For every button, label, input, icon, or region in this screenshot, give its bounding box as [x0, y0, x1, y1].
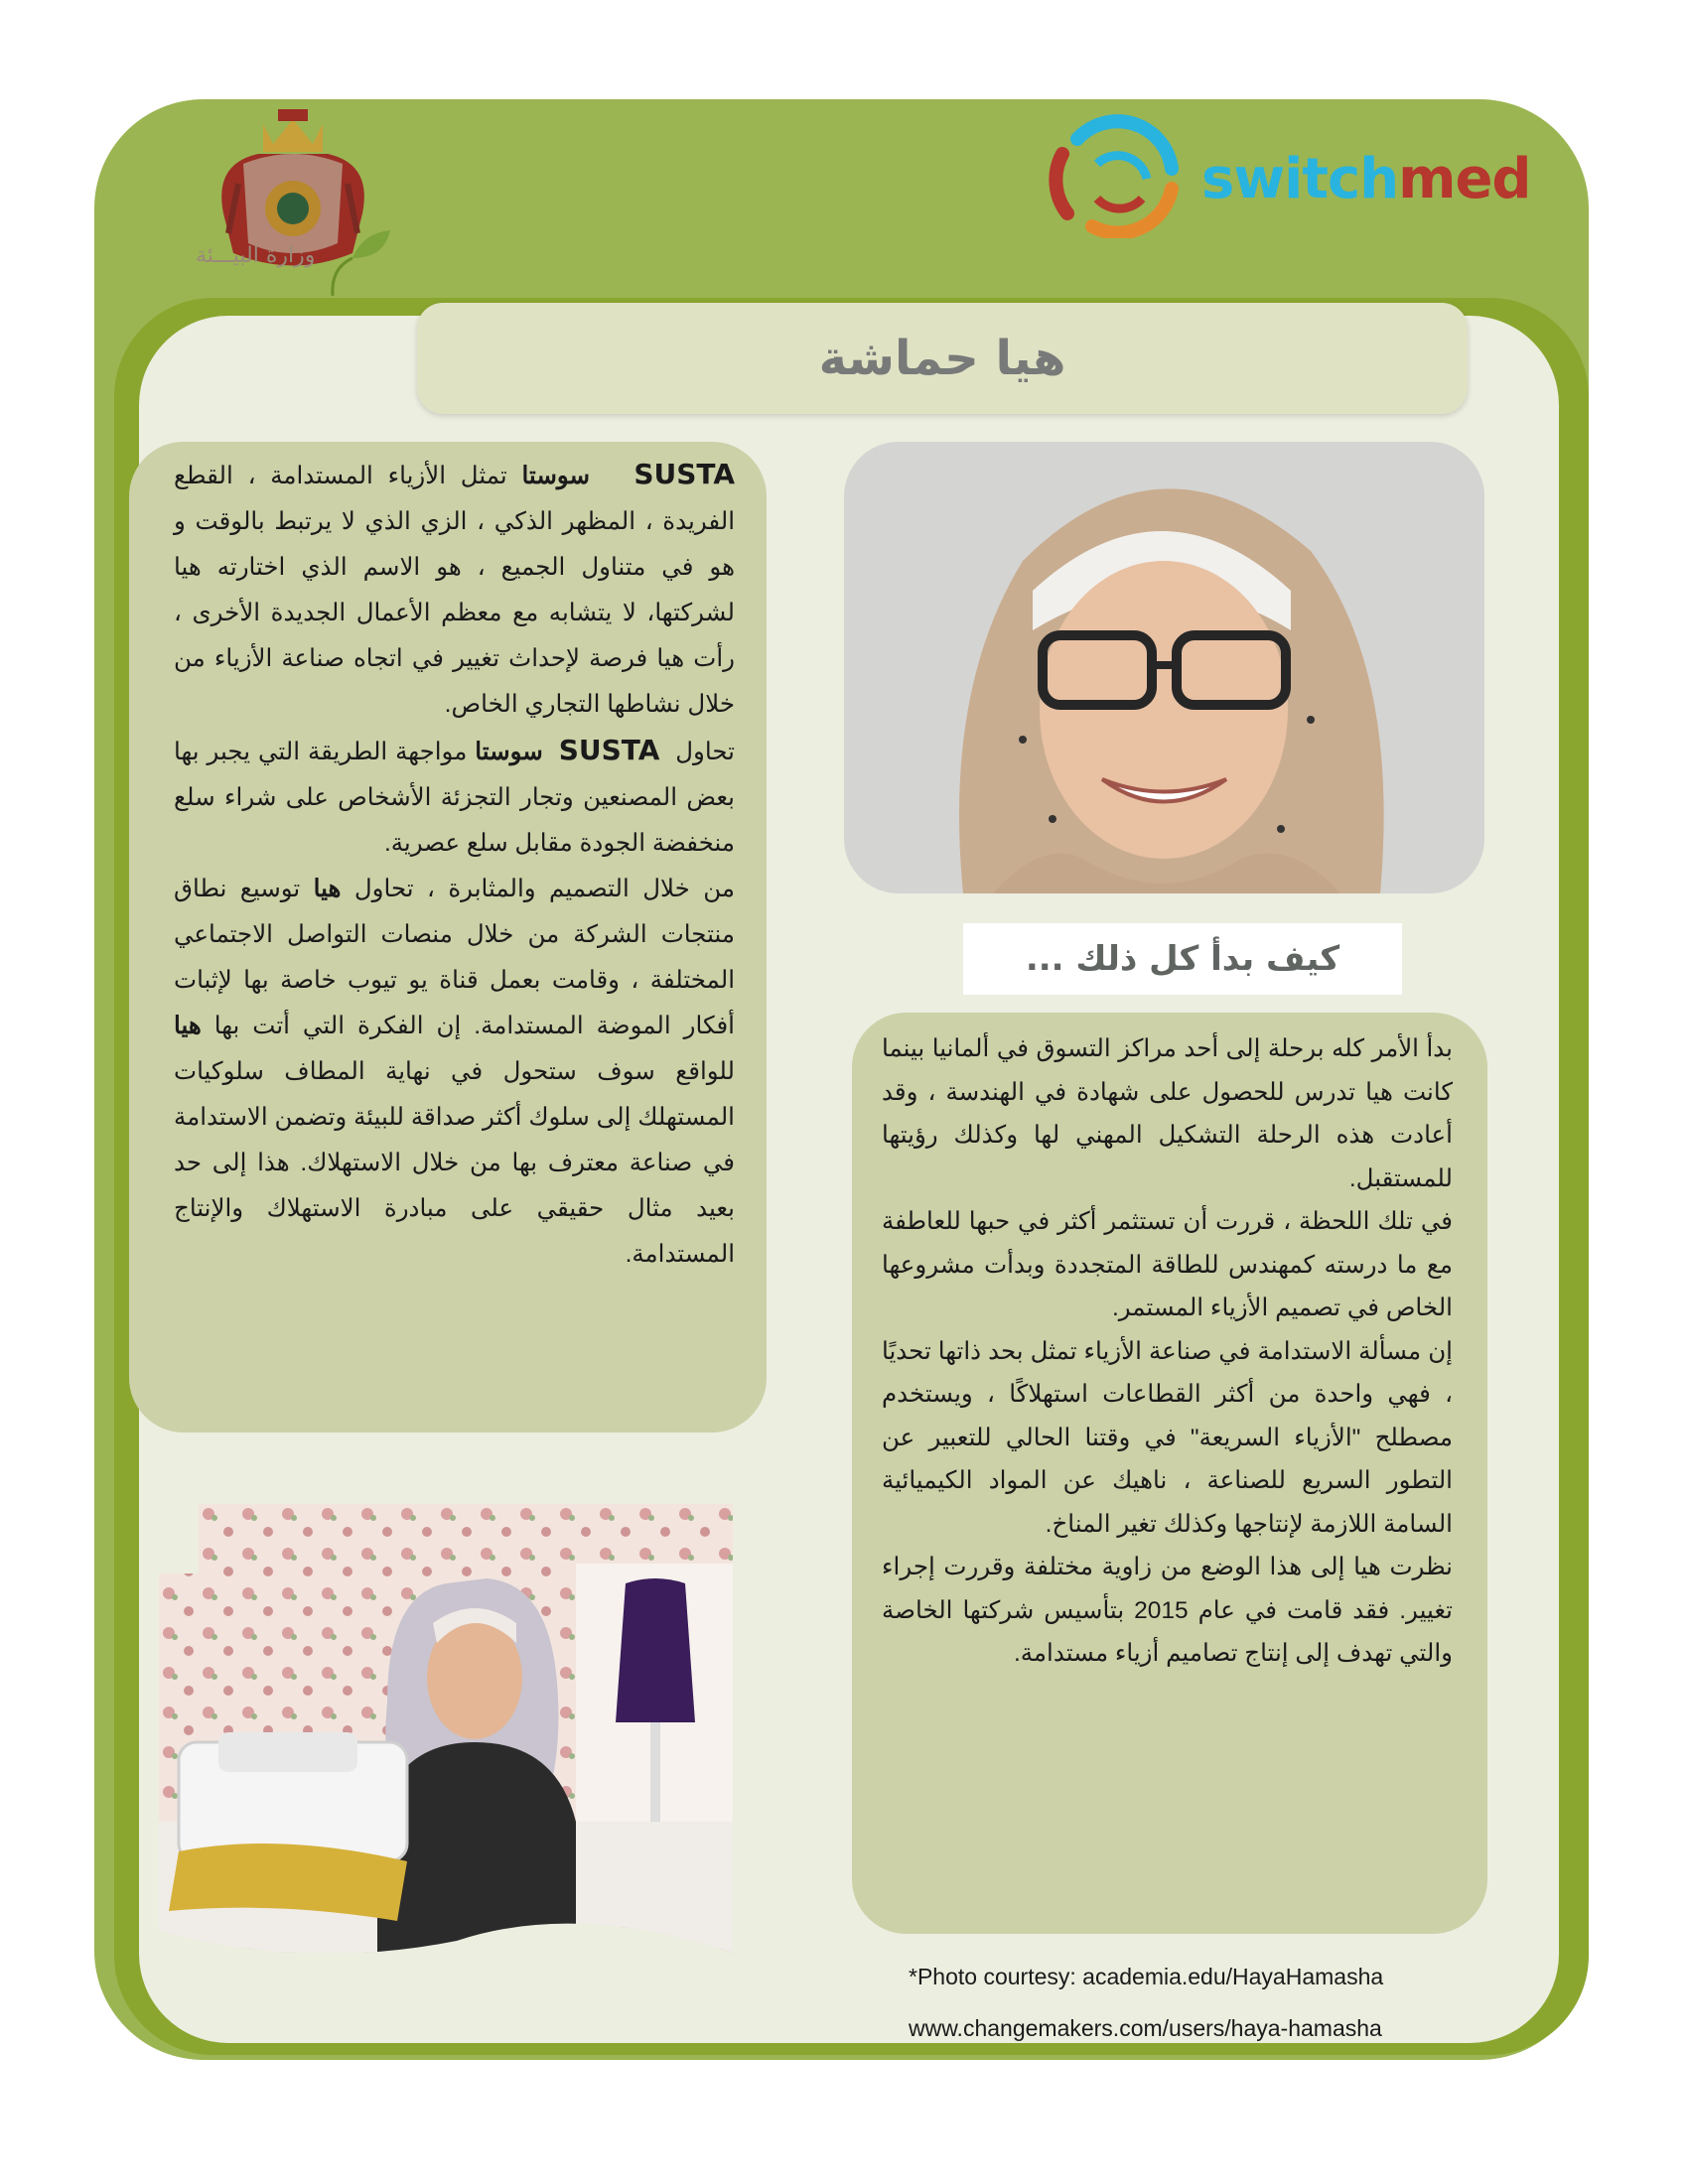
ministry-name: وزارة البيـــئة — [196, 243, 316, 268]
portrait-image — [844, 442, 1484, 893]
paragraph-3: من خلال التصميم والمثابرة ، تحاول هيا توسيع نطاق منتجات الشركة من خلال منصات التواصل الاجتماعي المختلفة ، وقامت بعمل قناة يو تيوب خاصة بها لإثبات أفكار الموضة المستدامة. إن الفكرة التي أتت بها هيا للواقع سوف ستحول في نهاية المطاف سلوكيات المستهلك إلى سلوك أكثر صداقة للبيئة وتضمن الاستدامة في صناعة معترف بها من خلال الاستهلاك. هذا إلى حد بعيد مثال حقيقي على مبادرة الاستهلاك والإنتاج المستدامة. — [174, 876, 735, 1268]
paragraph-6: إن مسألة الاستدامة في صناعة الأزياء تمثل بحد ذاتها تحديًا ، فهي واحدة من أكثر القطاعات استهلاكًا ، ويستخدم مصطلح "الأزياء السريعة" في وقتنا الحالي للتعبير عن التطور السريع للصناعة ، ناهيك عن المواد الكيميائية السامة اللازمة لإنتاجها وكذلك تغير المناخ. — [882, 1337, 1453, 1538]
sewing-image — [159, 1504, 733, 1953]
source-url[interactable]: www.changemakers.com/users/haya-hamasha — [909, 2015, 1382, 2041]
leaf-icon — [313, 228, 392, 298]
portrait-photo — [844, 442, 1484, 893]
subtitle: كيف بدأ كل ذلك ... — [1025, 939, 1340, 979]
paragraph-5: في تلك اللحظة ، قررت أن تستثمر أكثر في حبها للعاطفة مع ما درسته كمهندس للطاقة المتجددة وبدأت مشروعها الخاص في تصميم الأزياء المستمر. — [882, 1208, 1453, 1321]
photo-credit: *Photo courtesy: academia.edu/HayaHamasha — [909, 1964, 1384, 1989]
sewing-photo — [159, 1504, 733, 1953]
page-title: هيا حماشة — [818, 331, 1066, 386]
paragraph-4: بدأ الأمر كله برحلة إلى أحد مراكز التسوق في ألمانيا بينما كانت هيا تدرس للحصول على شهادة في الهندسة ، وقد أعادت هذه الرحلة التشكيل المهني لها وكذلك رؤيتها للمستقبل. — [882, 1035, 1453, 1192]
left-column-text — [174, 452, 735, 1278]
paragraph-1: SUSTA سوستا تمثل الأزياء المستدامة ، القطع الفريدة ، المظهر الذكي ، الزي الذي لا يرتبط بالوقت و هو في متناول الجميع ، هو الاسم الذي اختارته هيا لشركتها، لا يتشابه مع معظم الأعمال الجديدة الأخرى ، رأت هيا فرصة لإحداث تغيير في اتجاه صناعة الأزياء من خلال نشاطها التجاري الخاص. — [174, 458, 735, 718]
paragraph-7: نظرت هيا إلى هذا الوضع من زاوية مختلفة وقررت إجراء تغيير. فقد قامت في عام 2015 بتأسيس شركتها الخاصة والتي تهدف إلى إنتاج تصاميم أزياء مستدامة. — [882, 1554, 1453, 1667]
switchmed-wordmark: switchmed — [1201, 147, 1531, 211]
right-column-text — [882, 1027, 1453, 1676]
title-box — [417, 303, 1468, 414]
paragraph-2: تحاول SUSTA سوستا مواجهة الطريقة التي يجبر بها بعض المصنعين وتجار التجزئة الأشخاص على شراء سلع منخفضة الجودة مقابل سلع عصرية. — [174, 734, 735, 857]
ministry-logo — [184, 104, 402, 313]
subtitle-bar — [963, 923, 1402, 995]
switchmed-swirl-icon — [1023, 109, 1201, 238]
